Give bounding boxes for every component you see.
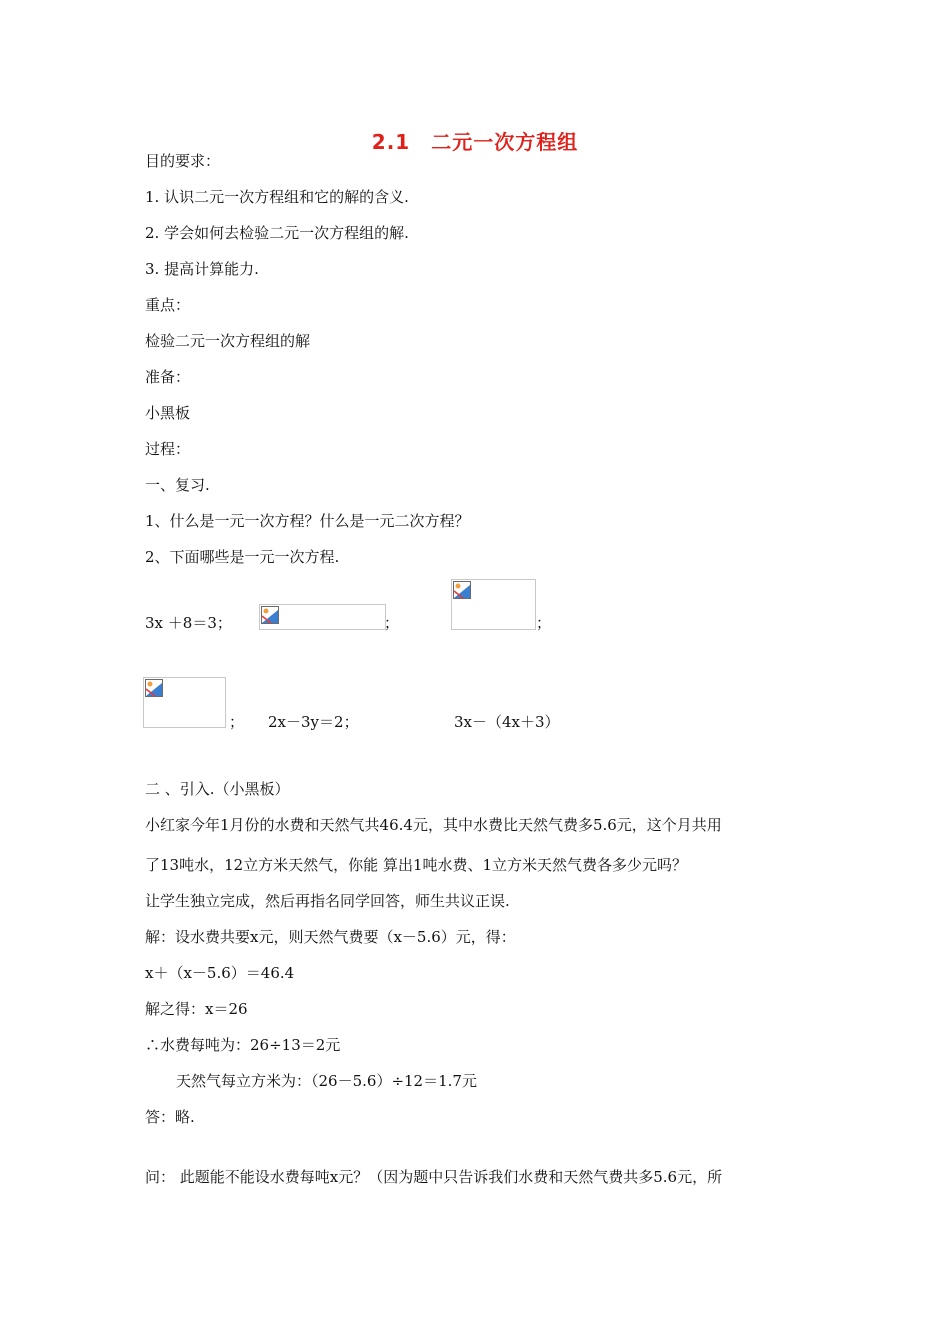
review-question-1: 1、什么是一元一次方程？什么是一元二次方程？ xyxy=(145,512,470,530)
problem-line-1: 小红家今年1月份的水费和天然气共46.4元，其中水费比天然气费多5.6元，这个月共用 xyxy=(145,816,722,834)
equation-3: 3x－（4x＋3） xyxy=(454,713,560,731)
separator: ； xyxy=(536,614,552,632)
equation-2: 2x－3y＝2； xyxy=(268,713,359,731)
separator: ； xyxy=(229,713,245,731)
equation-1: 3x ＋8＝3； xyxy=(145,614,232,632)
water-price-line: ∴水费每吨为：26÷13＝2元 xyxy=(145,1036,341,1054)
broken-image-icon xyxy=(261,606,279,624)
key-point-text: 检验二元一次方程组的解 xyxy=(145,332,311,350)
gas-price-line: 天然气每立方米为：（26－5.6）÷12＝1.7元 xyxy=(176,1072,477,1090)
question-line: 问： 此题能不能设水费每吨x元？（因为题中只告诉我们水费和天然气费共多5.6元，所 xyxy=(145,1168,723,1186)
objectives-heading: 目的要求： xyxy=(145,152,221,170)
section-review-heading: 一、复习. xyxy=(145,476,210,494)
review-question-2: 2、下面哪些是一元一次方程. xyxy=(145,548,340,566)
separator: ； xyxy=(384,614,400,632)
page-title: 2.1 二元一次方程组 xyxy=(371,130,579,154)
objective-item-1: 1. 认识二元一次方程组和它的解的含义. xyxy=(145,188,409,206)
equation-image-placeholder xyxy=(451,579,536,630)
section-intro-heading: 二 、引入.（小黑板） xyxy=(145,780,290,798)
equation-image-placeholder xyxy=(259,604,386,630)
preparation-heading: 准备： xyxy=(145,368,191,386)
key-point-heading: 重点： xyxy=(145,296,191,314)
solution-equation: x＋（x－5.6）＝46.4 xyxy=(145,964,295,982)
broken-image-icon xyxy=(145,679,163,697)
equation-image-placeholder xyxy=(143,677,226,728)
process-heading: 过程： xyxy=(145,440,191,458)
solution-setup: 解：设水费共要x元，则天然气费要（x－5.6）元，得： xyxy=(145,928,516,946)
broken-image-icon xyxy=(453,581,471,599)
preparation-text: 小黑板 xyxy=(145,404,191,422)
answer-line: 答：略. xyxy=(145,1108,195,1126)
objective-item-3: 3. 提高计算能力. xyxy=(145,260,259,278)
instruction-text: 让学生独立完成，然后再指名同学回答，师生共议正误. xyxy=(145,892,510,910)
problem-line-2: 了13吨水，12立方米天然气，你能 算出1吨水费、1立方米天然气费各多少元吗？ xyxy=(145,856,688,874)
solution-result: 解之得：x＝26 xyxy=(145,1000,248,1018)
objective-item-2: 2. 学会如何去检验二元一次方程组的解. xyxy=(145,224,409,242)
